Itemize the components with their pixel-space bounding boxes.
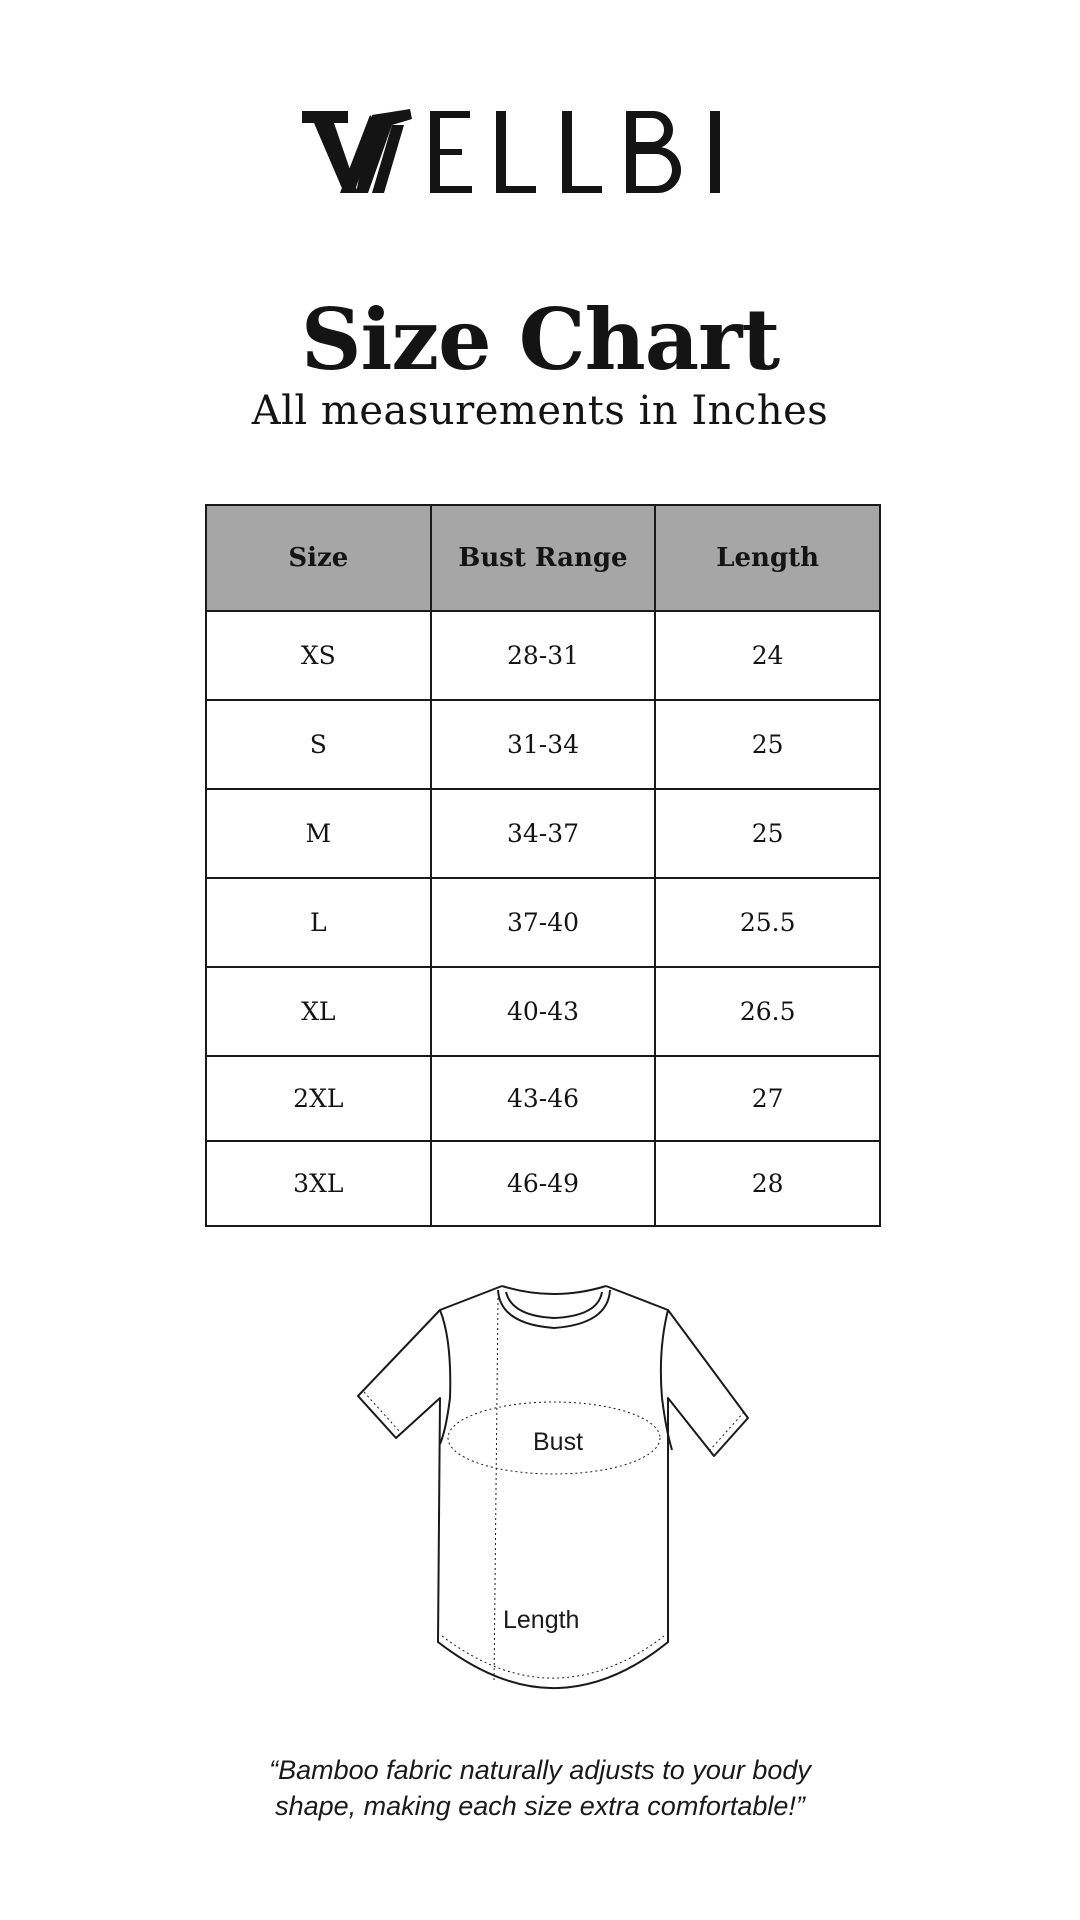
header-size: Size — [206, 505, 431, 611]
tshirt-icon — [350, 1280, 770, 1700]
header-bust-range: Bust Range — [431, 505, 656, 611]
length-label: Length — [503, 1606, 580, 1634]
cell-size: 2XL — [206, 1056, 431, 1141]
table-row — [206, 700, 880, 789]
cell-size: S — [206, 700, 431, 789]
table-header-row — [206, 505, 880, 611]
tshirt-diagram — [350, 1280, 770, 1700]
cell-bust-range: 31-34 — [431, 700, 656, 789]
cell-bust-range: 37-40 — [431, 878, 656, 967]
cell-bust-range: 40-43 — [431, 967, 656, 1056]
cell-size: XL — [206, 967, 431, 1056]
page-title: Size Chart — [300, 290, 780, 389]
cell-bust-range: 43-46 — [431, 1056, 656, 1141]
table-row — [206, 967, 880, 1056]
cell-bust-range: 28-31 — [431, 611, 656, 700]
fabric-note-line-1: “Bamboo fabric naturally adjusts to your body — [269, 1755, 811, 1785]
fabric-note-line-2: shape, making each size extra comfortable!” — [275, 1791, 805, 1821]
cell-length: 25 — [655, 700, 880, 789]
table-row — [206, 611, 880, 700]
wellbi-logo-icon — [300, 95, 780, 205]
cell-length: 25 — [655, 789, 880, 878]
cell-bust-range: 34-37 — [431, 789, 656, 878]
table-row — [206, 1141, 880, 1226]
size-chart-table — [205, 504, 881, 1227]
page-subtitle: All measurements in Inches — [251, 388, 829, 434]
cell-bust-range: 46-49 — [431, 1141, 656, 1226]
fabric-note — [0, 1752, 1080, 1824]
cell-length: 28 — [655, 1141, 880, 1226]
cell-size: M — [206, 789, 431, 878]
cell-size: 3XL — [206, 1141, 431, 1226]
brand-logo — [0, 95, 1080, 205]
cell-length: 24 — [655, 611, 880, 700]
cell-length: 26.5 — [655, 967, 880, 1056]
cell-size: L — [206, 878, 431, 967]
cell-length: 27 — [655, 1056, 880, 1141]
bust-label: Bust — [533, 1428, 584, 1456]
cell-size: XS — [206, 611, 431, 700]
header-length: Length — [655, 505, 880, 611]
table-row — [206, 1056, 880, 1141]
table-row — [206, 789, 880, 878]
cell-length: 25.5 — [655, 878, 880, 967]
table-row — [206, 878, 880, 967]
